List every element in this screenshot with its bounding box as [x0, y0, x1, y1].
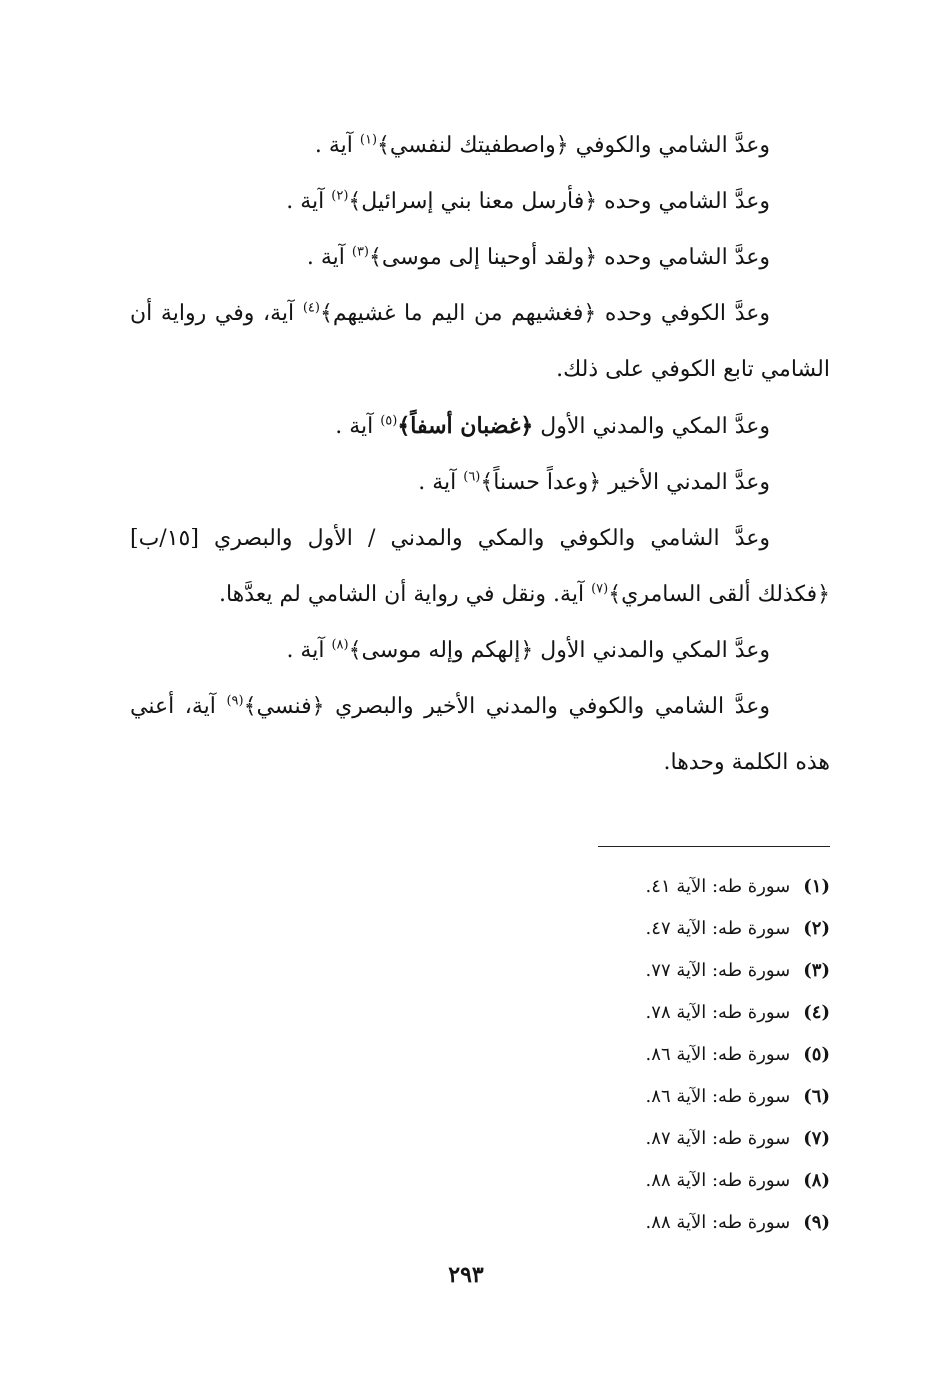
footnote-number: (٤) — [803, 1002, 830, 1023]
paragraph-text: وعدَّ الشامي والكوفي والمكي والمدني / الأول والبصري [١٥/ب] — [130, 526, 770, 551]
paragraph — [130, 398, 830, 455]
footnote-text: سورة طه: الآية ٧٨. — [645, 1002, 791, 1023]
footnote-item — [560, 1160, 830, 1202]
paragraph-text: آية . — [418, 470, 464, 495]
paragraph-text: آية . — [286, 189, 332, 214]
quran-quote: ﴿فنسي﴾ — [243, 694, 325, 719]
footnote-number: (١) — [803, 876, 830, 897]
paragraph-text: آية، أعني هذه الكلمة وحدها. — [130, 694, 830, 775]
paragraph — [130, 286, 830, 398]
paragraph-text: آية . — [335, 414, 381, 439]
paragraph-text: آية . — [306, 245, 352, 270]
footnotes-list — [560, 866, 830, 1244]
footnote-reference[interactable]: (٧) — [591, 581, 609, 597]
footnote-number: (٦) — [803, 1086, 830, 1107]
footnote-text: سورة طه: الآية ٨٦. — [645, 1086, 791, 1107]
footnote-item — [560, 1034, 830, 1076]
paragraph-text: وعدَّ المدني الأخير — [601, 470, 770, 495]
footnote-item — [560, 908, 830, 950]
quran-quote: ﴿إلهكم وإله موسى﴾ — [348, 638, 534, 663]
paragraph-text: وعدَّ المكي والمدني الأول — [533, 414, 770, 439]
footnote-text: سورة طه: الآية ٧٧. — [645, 960, 791, 981]
quran-quote: ﴿واصطفيتك لنفسي﴾ — [377, 133, 569, 158]
footnote-reference[interactable]: (٥) — [380, 413, 398, 429]
footnote-item — [560, 866, 830, 908]
paragraph — [130, 511, 830, 623]
paragraph-text: وعدَّ المكي والمدني الأول — [533, 638, 770, 663]
footnote-reference[interactable]: (٦) — [463, 469, 481, 485]
footnote-text: سورة طه: الآية ٨٦. — [645, 1044, 791, 1065]
footnote-item — [560, 950, 830, 992]
paragraph — [130, 230, 830, 286]
footnote-text: سورة طه: الآية ٨٧. — [645, 1128, 791, 1149]
footnote-text: سورة طه: الآية ٨٨. — [645, 1212, 791, 1233]
quran-quote: ﴿غضبان أسفاً﴾ — [397, 413, 534, 439]
footnote-number: (٥) — [803, 1044, 830, 1065]
paragraph — [130, 623, 830, 679]
quran-quote: ﴿فغشيهم من اليم ما غشيهم﴾ — [319, 301, 597, 326]
main-text — [130, 118, 830, 791]
footnote-text: سورة طه: الآية ٤١. — [645, 876, 791, 897]
footnote-number: (٣) — [803, 960, 830, 981]
paragraph-text: وعدَّ الشامي وحده — [597, 245, 770, 270]
footnote-reference[interactable]: (٨) — [331, 637, 349, 653]
paragraph — [130, 118, 830, 174]
footnote-item — [560, 1202, 830, 1244]
footnote-separator — [598, 846, 830, 847]
paragraph — [130, 455, 830, 511]
paragraph-text: آية . — [286, 638, 332, 663]
paragraph-text: وعدَّ الشامي والكوفي — [568, 133, 770, 158]
paragraph — [130, 679, 830, 791]
footnote-number: (٩) — [803, 1212, 830, 1233]
footnote-text: سورة طه: الآية ٤٧. — [645, 918, 791, 939]
footnote-item — [560, 992, 830, 1034]
paragraph-text: آية. ونقل في رواية أن الشامي لم يعدَّها. — [218, 582, 592, 607]
footnote-number: (٢) — [803, 918, 830, 939]
paragraph-text: وعدَّ الشامي وحده — [597, 189, 770, 214]
quran-quote: ﴿فأرسل معنا بني إسرائيل﴾ — [348, 189, 598, 214]
footnote-text: سورة طه: الآية ٨٨. — [645, 1170, 791, 1191]
footnote-item — [560, 1076, 830, 1118]
footnote-number: (٨) — [803, 1170, 830, 1191]
quran-quote: ﴿ولقد أوحينا إلى موسى﴾ — [369, 245, 598, 270]
paragraph-text: وعدَّ الشامي والكوفي والمدني الأخير والبصري — [324, 694, 770, 719]
footnote-reference[interactable]: (٤) — [302, 300, 320, 316]
quran-quote: ﴿وعداً حسناً﴾ — [480, 470, 602, 495]
page-number: ٢٩٣ — [448, 1262, 484, 1288]
footnote-reference[interactable]: (٩) — [226, 693, 244, 709]
footnote-reference[interactable]: (١) — [359, 132, 378, 148]
footnote-reference[interactable]: (٣) — [351, 244, 369, 260]
paragraph-text: آية، وفي رواية أن الشامي تابع الكوفي على ذلك. — [130, 301, 830, 382]
footnote-item — [560, 1118, 830, 1160]
footnote-number: (٧) — [803, 1128, 830, 1149]
paragraph — [130, 174, 830, 230]
paragraph-text: آية . — [314, 133, 360, 158]
footnote-reference[interactable]: (٢) — [331, 188, 349, 204]
quran-quote: ﴿فكذلك ألقى السامري﴾ — [608, 582, 830, 607]
paragraph-text: وعدَّ الكوفي وحده — [596, 301, 770, 326]
